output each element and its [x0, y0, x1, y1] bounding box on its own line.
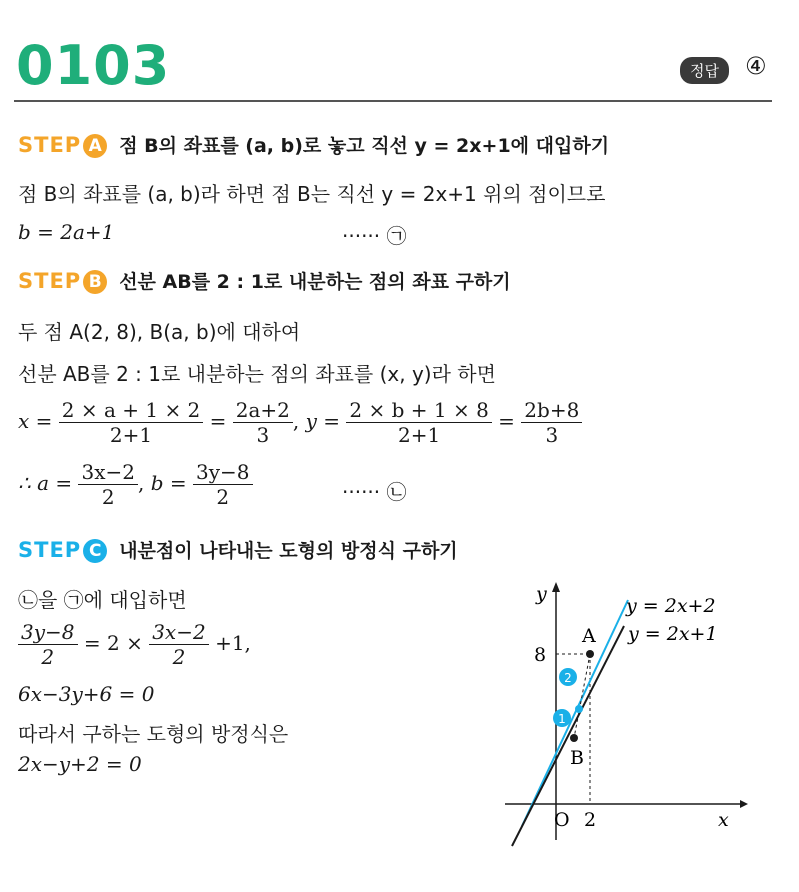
a-frac: $\frac{3x-2}{2}$ [78, 460, 138, 509]
step-a-mark-1: ······ ㉠ [342, 224, 407, 248]
y-tick-8: 8 [534, 644, 547, 666]
x-frac2: $\frac{2a+2}{3}$ [233, 398, 293, 447]
step-c-title: 내분점이 나타내는 도형의 방정식 구하기 [119, 540, 458, 562]
line-blue [522, 600, 628, 826]
step-a-label: STEP [18, 133, 82, 157]
x-axis-arrow [740, 800, 748, 808]
step-c-line4: 따라서 구하는 도형의 방정식은 [18, 722, 289, 746]
x-axis-label: x [718, 809, 729, 831]
substitution-tail: +1, [215, 631, 251, 655]
step-b-mark: B [83, 270, 107, 294]
rhs-frac: $\frac{3x-2}{2}$ [149, 620, 209, 669]
xy-comma: , [292, 409, 300, 433]
internal-point [575, 705, 583, 713]
a-lhs: ∴ a = [18, 471, 73, 495]
step-a-mark: A [83, 134, 107, 158]
ab-comma: , [137, 471, 145, 495]
step-b-heading [18, 267, 511, 294]
point-b-label: B [570, 747, 584, 769]
y-eq: = [498, 409, 515, 433]
coordinate-graph [500, 578, 750, 848]
step-a-heading [18, 131, 609, 158]
answer-badge: 정답 [680, 57, 729, 84]
y-frac1: $\frac{2 \times b + 1 \times 8}{2+1}$ [346, 398, 491, 447]
step-c-mark: C [83, 539, 107, 563]
substitution-mid: = 2 × [83, 631, 143, 655]
ratio-2-label: 2 [564, 671, 572, 685]
answer-value: ④ [745, 52, 767, 80]
step-c-line3: 6x−3y+6 = 0 [18, 682, 155, 706]
step-b-label: STEP [18, 269, 82, 293]
point-b [570, 734, 578, 742]
x-frac1: $\frac{2 \times a + 1 \times 2}{2+1}$ [59, 398, 204, 447]
step-b-ab-equation [18, 460, 253, 509]
b-frac: $\frac{3y-8}{2}$ [193, 460, 253, 509]
lhs-frac: $\frac{3y-8}{2}$ [18, 620, 78, 669]
header-divider [14, 100, 772, 102]
step-b-line2: 선분 AB를 2 : 1로 내분하는 점의 좌표를 (x, y)라 하면 [18, 362, 496, 386]
step-c-line1: ㉡을 ㉠에 대입하면 [18, 588, 187, 612]
step-b-mark-2: ······ ㉡ [342, 480, 407, 504]
x-lhs: x = [18, 409, 53, 433]
origin-label: O [554, 809, 570, 831]
step-c-heading [18, 536, 458, 563]
y-lhs: y = [305, 409, 341, 433]
y-axis-arrow [552, 582, 560, 592]
step-b-xy-equation [18, 398, 582, 447]
x-eq: = [209, 409, 227, 433]
step-a-title: 점 B의 좌표를 (a, b)로 놓고 직선 y = 2x+1에 대입하기 [119, 135, 610, 157]
step-c-line5: 2x−y+2 = 0 [18, 752, 142, 776]
step-c-label: STEP [18, 538, 82, 562]
x-tick-2: 2 [584, 809, 597, 831]
step-b-line1: 두 점 A(2, 8), B(a, b)에 대하여 [18, 320, 301, 344]
b-lhs: b = [150, 471, 187, 495]
line-black-label: y = 2x+1 [628, 623, 718, 645]
line-blue-label: y = 2x+2 [626, 595, 716, 617]
step-c-substitution [18, 620, 251, 669]
point-a-label: A [582, 625, 596, 647]
step-a-line2: b = 2a+1 [18, 220, 115, 244]
problem-number: 0103 [16, 34, 171, 97]
y-axis-label: y [536, 583, 547, 605]
point-a [586, 650, 594, 658]
step-a-line1: 점 B의 좌표를 (a, b)라 하면 점 B는 직선 y = 2x+1 위의 점이므로 [18, 182, 606, 206]
ratio-1-label: 1 [558, 712, 566, 726]
y-frac2: $\frac{2b+8}{3}$ [521, 398, 582, 447]
step-b-title: 선분 AB를 2 : 1로 내분하는 점의 좌표 구하기 [119, 271, 511, 293]
